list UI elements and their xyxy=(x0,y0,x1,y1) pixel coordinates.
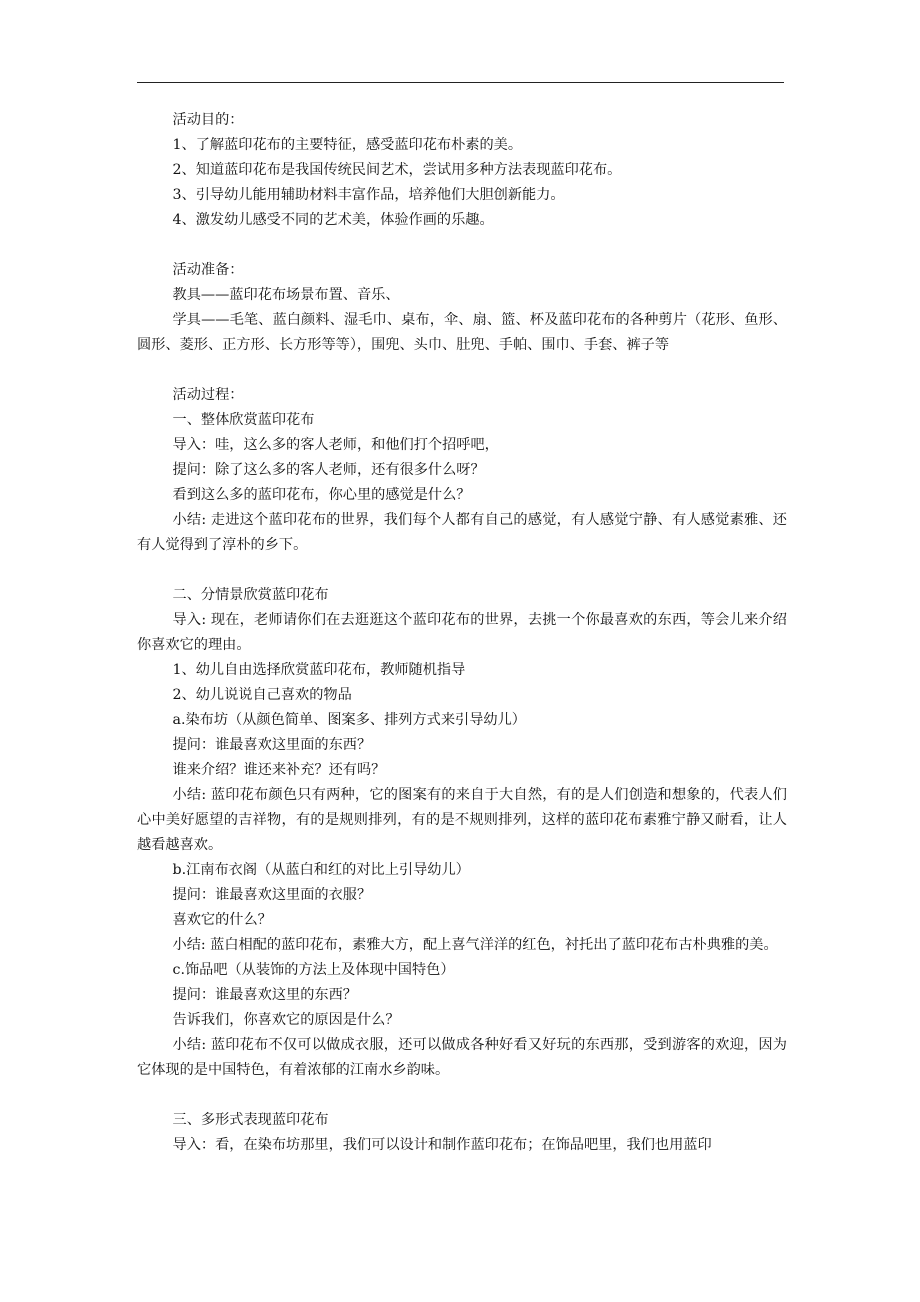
paragraph: 小结: 蓝印花布颜色只有两种，它的图案有的来自于大自然，有的是人们创造和想象的，代表人们心中美好愿望的吉祥物，有的是规则排列，有的是不规则排列，这样的蓝印花布素雅宁静又耐看，让人越看越喜欢。 xyxy=(137,787,787,853)
paragraph: 一、整体欣赏蓝印花布 xyxy=(172,412,315,428)
paragraph: 活动准备： xyxy=(172,262,244,278)
paragraph: 看到这么多的蓝印花布，你心里的感觉是什么？ xyxy=(172,487,471,503)
paragraph: 提问：除了这么多的客人老师，还有很多什么呀？ xyxy=(172,462,485,478)
paragraph: 提问：谁最喜欢这里面的东西？ xyxy=(172,737,372,753)
paragraph: 活动目的： xyxy=(172,112,244,128)
paragraph: 导入：看，在染布坊那里，我们可以设计和制作蓝印花布；在饰品吧里，我们也用蓝印 xyxy=(172,1137,712,1153)
paragraph-gap xyxy=(137,358,787,383)
paragraph: 谁来介绍？谁还来补充？还有吗？ xyxy=(172,762,386,778)
paragraph: 二、分情景欣赏蓝印花布 xyxy=(172,587,329,603)
paragraph: 小结: 蓝白相配的蓝印花布，素雅大方，配上喜气洋洋的红色，衬托出了蓝印花布古朴典雅的美。 xyxy=(172,937,778,953)
paragraph: 喜欢它的什么？ xyxy=(172,912,272,928)
paragraph: 活动过程： xyxy=(172,387,244,403)
paragraph: 2、幼儿说说自己喜欢的物品 xyxy=(172,687,352,703)
paragraph: 小结: 蓝印花布不仅可以做成衣服，还可以做成各种好看又好玩的东西那，受到游客的欢迎，因为它体现的是中国特色，有着浓郁的江南水乡韵味。 xyxy=(137,1037,787,1078)
paragraph: 导入：哇，这么多的客人老师，和他们打个招呼吧， xyxy=(172,437,499,453)
paragraph: 3、引导幼儿能用辅助材料丰富作品，培养他们大胆创新能力。 xyxy=(172,187,565,203)
paragraph-gap xyxy=(137,1083,787,1108)
document-body xyxy=(137,108,787,1158)
paragraph: 告诉我们，你喜欢它的原因是什么？ xyxy=(172,1012,400,1028)
paragraph: 提问：谁最喜欢这里面的衣服？ xyxy=(172,887,372,903)
paragraph: b.江南布衣阁（从蓝白和红的对比上引导幼儿） xyxy=(172,862,470,878)
paragraph-gap xyxy=(137,233,787,258)
paragraph: c.饰品吧（从装饰的方法上及体现中国特色） xyxy=(172,962,455,978)
paragraph: 1、了解蓝印花布的主要特征，感受蓝印花布朴素的美。 xyxy=(172,137,523,153)
header-rule xyxy=(137,82,784,83)
paragraph: 2、知道蓝印花布是我国传统民间艺术，尝试用多种方法表现蓝印花布。 xyxy=(172,162,622,178)
paragraph: 提问：谁最喜欢这里的东西？ xyxy=(172,987,357,1003)
paragraph: a.染布坊（从颜色简单、图案多、排列方式来引导幼儿） xyxy=(172,712,526,728)
paragraph: 三、多形式表现蓝印花布 xyxy=(172,1112,329,1128)
paragraph: 1、幼儿自由选择欣赏蓝印花布，教师随机指导 xyxy=(172,662,466,678)
paragraph: 导入: 现在，老师请你们在去逛逛这个蓝印花布的世界，去挑一个你最喜欢的东西，等会儿来介绍你喜欢它的理由。 xyxy=(137,612,787,653)
paragraph: 小结: 走进这个蓝印花布的世界，我们每个人都有自己的感觉，有人感觉宁静、有人感觉素雅、还有人觉得到了淳朴的乡下。 xyxy=(137,512,787,553)
paragraph: 学具——毛笔、蓝白颜料、湿毛巾、桌布，伞、扇、篮、杯及蓝印花布的各种剪片（花形、鱼形、圆形、菱形、正方形、长方形等等），围兜、头巾、肚兜、手帕、围巾、手套、裤子等 xyxy=(137,312,787,353)
paragraph-gap xyxy=(137,558,787,583)
paragraph: 4、激发幼儿感受不同的艺术美，体验作画的乐趣。 xyxy=(172,212,494,228)
paragraph: 教具——蓝印花布场景布置、音乐、 xyxy=(172,287,400,303)
